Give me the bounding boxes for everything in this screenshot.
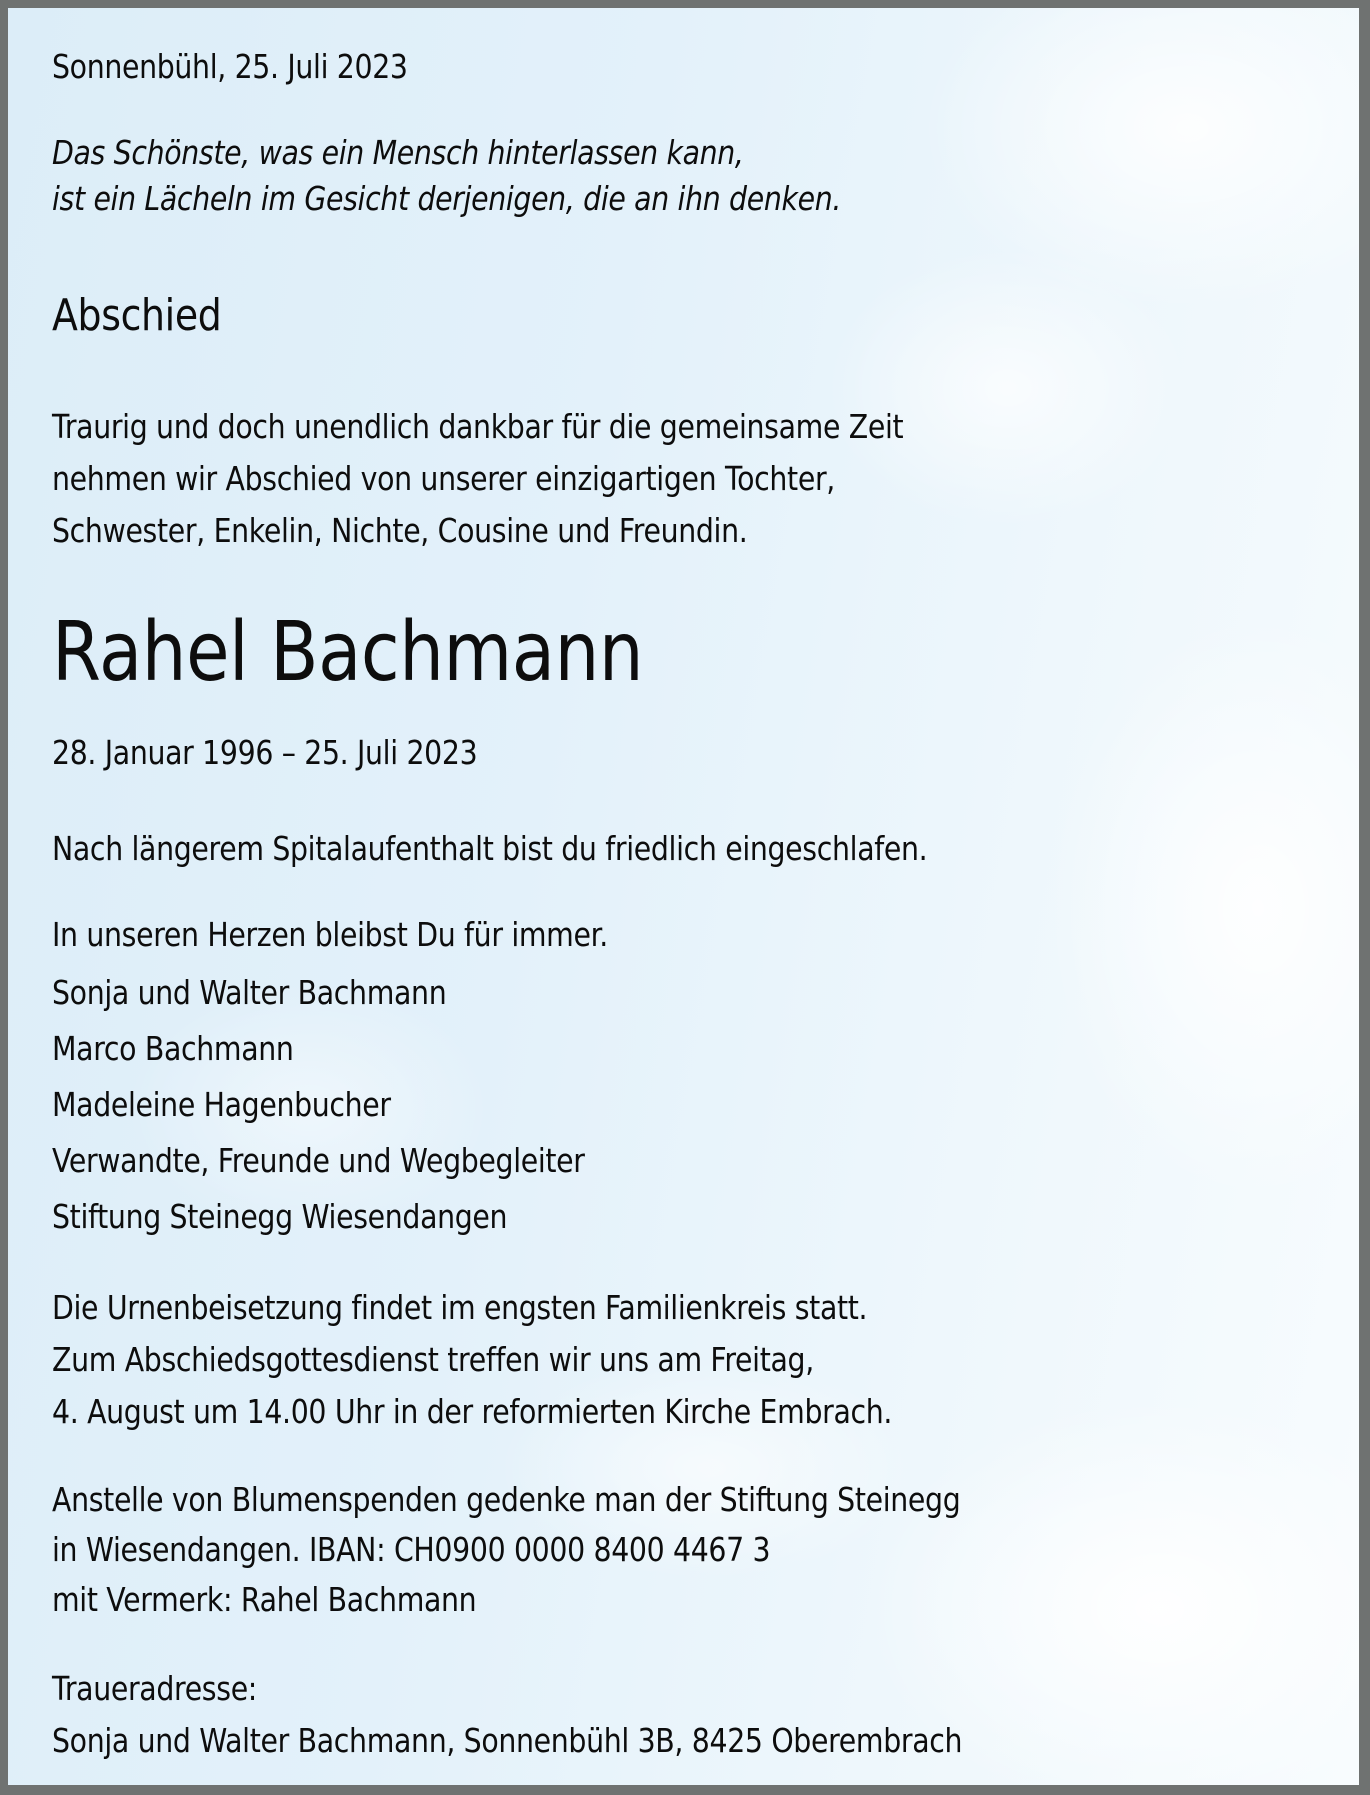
place-date: Sonnenbühl, 25. Juli 2023 xyxy=(52,47,408,86)
intro-line: Traurig und doch unendlich dankbar für die gemeinsame Zeit xyxy=(52,407,904,446)
mourner: Verwandte, Freunde und Wegbegleiter xyxy=(52,1141,585,1180)
address-label: Traueradresse: xyxy=(52,1669,258,1708)
quote-line: Das Schönste, was ein Mensch hinterlassen kann, xyxy=(52,133,744,172)
passing-note: Nach längerem Spitalaufenthalt bist du friedlich eingeschlafen. xyxy=(52,829,928,868)
intro-line: Schwester, Enkelin, Nichte, Cousine und Freundin. xyxy=(52,511,748,550)
life-dates: 28. Januar 1996 – 25. Juli 2023 xyxy=(52,733,478,772)
donation-line: mit Vermerk: Rahel Bachmann xyxy=(52,1580,477,1619)
mourner: Marco Bachmann xyxy=(52,1029,294,1068)
deceased-name: Rahel Bachmann xyxy=(52,605,644,700)
quote-line: ist ein Lächeln im Gesicht derjenigen, die an ihn denken. xyxy=(52,179,842,218)
mourner: Madeleine Hagenbucher xyxy=(52,1085,391,1124)
service-line: Zum Abschiedsgottesdienst treffen wir uns am Freitag, xyxy=(52,1340,814,1379)
heading: Abschied xyxy=(52,290,222,341)
mourner: Stiftung Steinegg Wiesendangen xyxy=(52,1197,508,1236)
donation-line: in Wiesendangen. IBAN: CH0900 0000 8400 4467 3 xyxy=(52,1530,771,1569)
service-line: Die Urnenbeisetzung findet im engsten Familienkreis statt. xyxy=(52,1288,868,1327)
mourning-address: Sonja und Walter Bachmann, Sonnenbühl 3B, 8425 Oberembrach xyxy=(52,1721,963,1760)
donation-line: Anstelle von Blumenspenden gedenke man der Stiftung Steinegg xyxy=(52,1480,961,1519)
service-line: 4. August um 14.00 Uhr in der reformierten Kirche Embrach. xyxy=(52,1392,893,1431)
mourner: Sonja und Walter Bachmann xyxy=(52,973,447,1012)
remembrance: In unseren Herzen bleibst Du für immer. xyxy=(52,915,608,954)
obituary-card xyxy=(8,8,1359,1785)
intro-line: nehmen wir Abschied von unserer einzigartigen Tochter, xyxy=(52,459,835,498)
